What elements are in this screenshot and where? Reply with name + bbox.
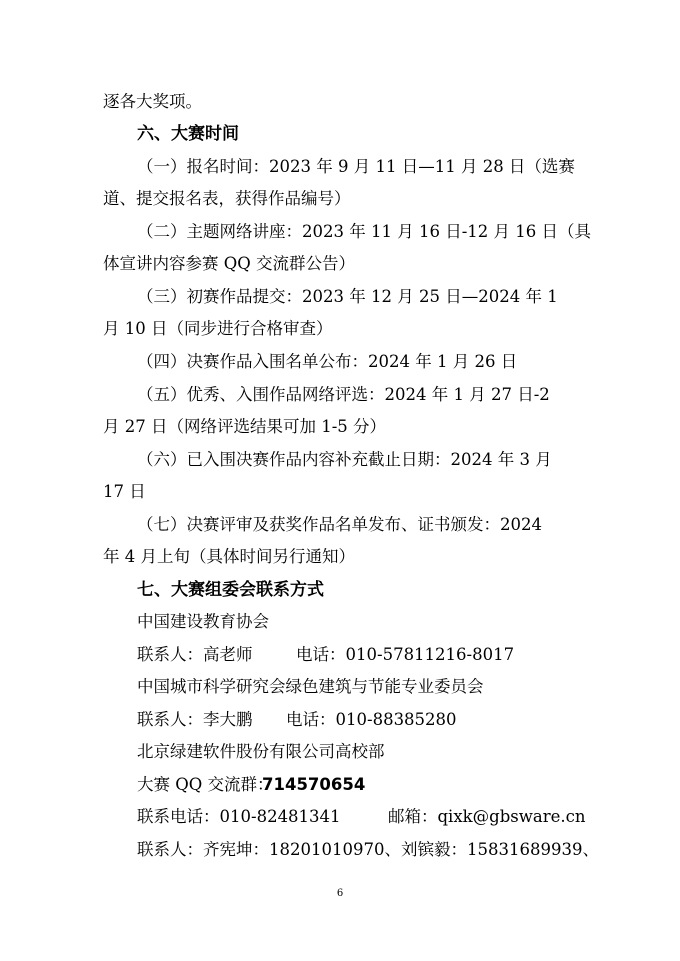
text-line: 道、提交报名表，获得作品编号） [103,189,351,208]
text-line: 年 4 月上旬（具体时间另行通知） [103,547,355,566]
qq-group-number: 714570654 [262,775,366,794]
text-line: 逐各大奖项。 [103,92,202,111]
text-line: （五）优秀、入围作品网络评选：2024 年 1 月 27 日-2 [137,385,550,404]
text-line: 北京绿建软件股份有限公司高校部 [137,742,385,761]
qq-group-label: 大赛 QQ 交流群： [137,775,274,794]
text-line: 中国城市科学研究会绿色建筑与节能专业委员会 [137,677,484,696]
text-line: 中国建设教育协会 [137,612,269,631]
text-line: 联系人：齐宪坤：18201010970、刘镔毅：15831689939、 [137,840,599,859]
text-line: （七）决赛评审及获奖作品名单发布、证书颁发：2024 [137,515,542,534]
text-line: 月 10 日（同步进行合格审查） [103,319,333,338]
page-number: 6 [336,888,344,899]
contact-email: 邮箱：qixk@gbsware.cn [388,807,586,826]
text-line: （二）主题网络讲座：2023 年 11 月 16 日-12 月 16 日（具 [137,222,592,241]
text-line: （一）报名时间：2023 年 9 月 11 日—11 月 28 日（选赛 [137,157,575,176]
text-line: 17 日 [103,482,146,501]
text-line: （六）已入围决赛作品内容补充截止日期：2024 年 3 月 [137,450,552,469]
text-line: 体宣讲内容参赛 QQ 交流群公告） [103,254,356,273]
text-line: （三）初赛作品提交：2023 年 12 月 25 日—2024 年 1 [137,287,558,306]
contact-person: 联系人：高老师 [137,645,253,664]
contact-phone: 电话：010-88385280 [286,710,457,729]
text-line: 月 27 日（网络评选结果可加 1-5 分） [103,417,387,436]
section-heading-contacts: 七、大赛组委会联系方式 [137,580,324,600]
contact-person: 联系人：李大鹏 [137,710,253,729]
text-line: （四）决赛作品入围名单公布：2024 年 1 月 26 日 [137,352,518,371]
contact-phone: 电话：010-57811216-8017 [296,645,515,664]
section-heading-schedule: 六、大赛时间 [137,124,239,144]
contact-phone: 联系电话：010-82481341 [137,807,341,826]
